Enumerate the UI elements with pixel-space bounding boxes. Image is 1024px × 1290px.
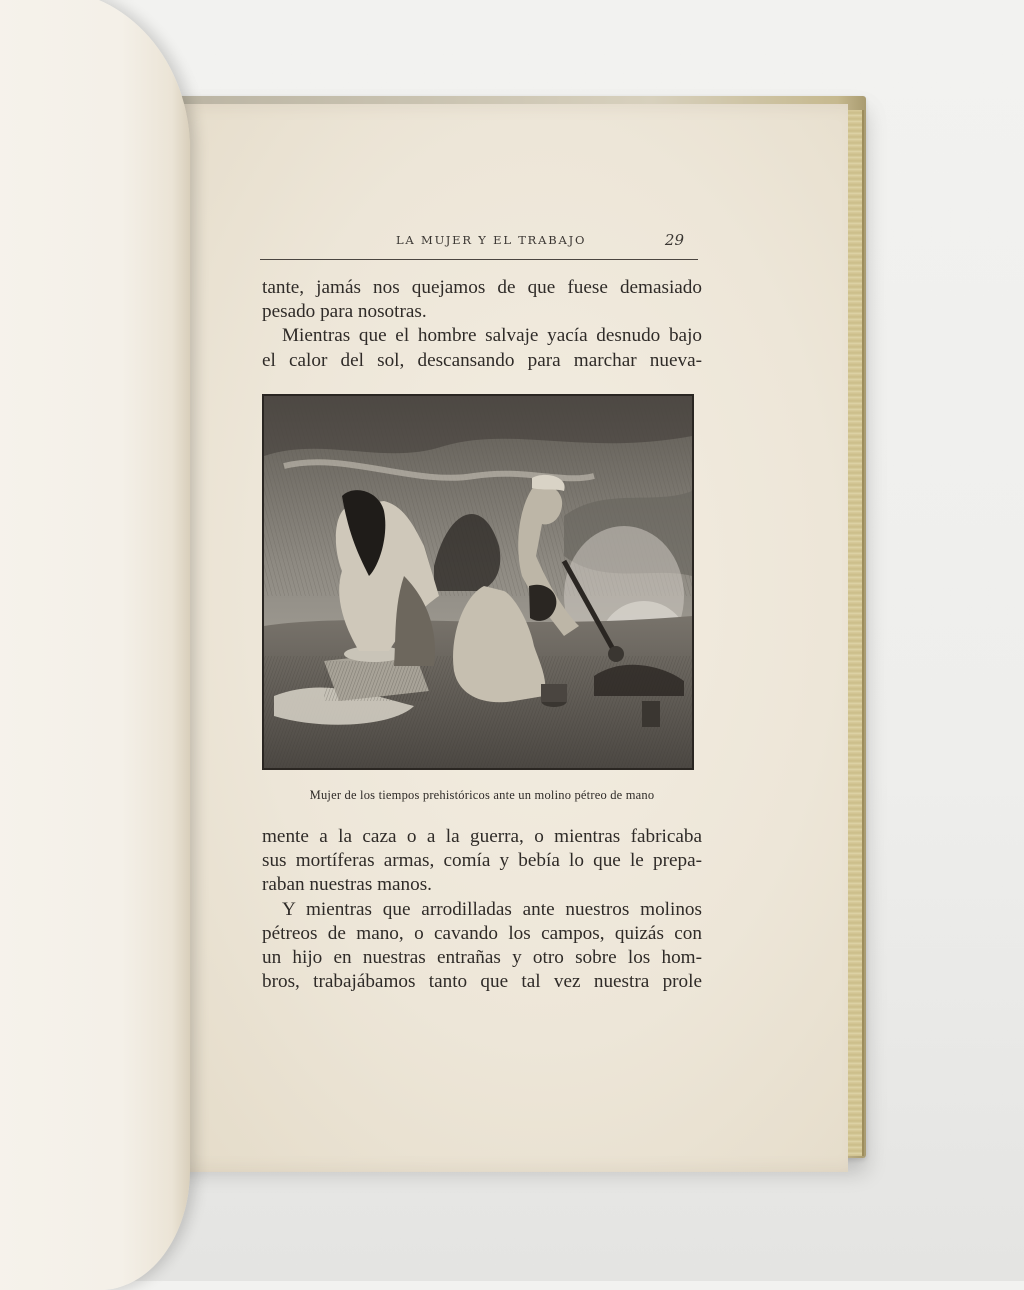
running-title: LA MUJER Y EL TRABAJO: [396, 233, 587, 247]
text-line: pétreos de mano, o cavando los campos, quizás con: [262, 922, 702, 944]
text-line: tante, jamás nos quejamos de que fuese demasiado: [262, 277, 702, 298]
text-line: pesado para nosotras.: [262, 301, 427, 323]
text-line: el calor del sol, descansando para marchar nueva-: [262, 349, 702, 371]
body-text-bottom: [262, 825, 702, 994]
page-number: 29: [664, 231, 684, 249]
page-edges: [846, 110, 864, 1156]
engraving-image: [264, 396, 692, 768]
engraving-illustration: [262, 394, 694, 770]
figure-caption: Mujer de los tiempos prehistóricos ante un molino pétreo de mano: [309, 788, 655, 802]
text-line: Y mientras que arrodilladas ante nuestros molinos: [282, 898, 702, 920]
text-line: raban nuestras manos.: [262, 874, 432, 896]
text-line: un hijo en nuestras entrañas y otro sobre los hom-: [262, 947, 702, 969]
text-line: bros, trabajábamos tanto que tal vez nuestra prole: [262, 971, 702, 993]
text-line: Mientras que el hombre salvaje yacía desnudo bajo: [282, 325, 702, 347]
left-page-blank: [0, 0, 190, 1290]
text-line: sus mortíferas armas, comía y bebía lo que le prepa-: [262, 850, 702, 872]
text-line: mente a la caza o a la guerra, o mientras fabricaba: [262, 826, 702, 847]
body-text-top: [262, 276, 702, 373]
running-head: [260, 229, 698, 260]
